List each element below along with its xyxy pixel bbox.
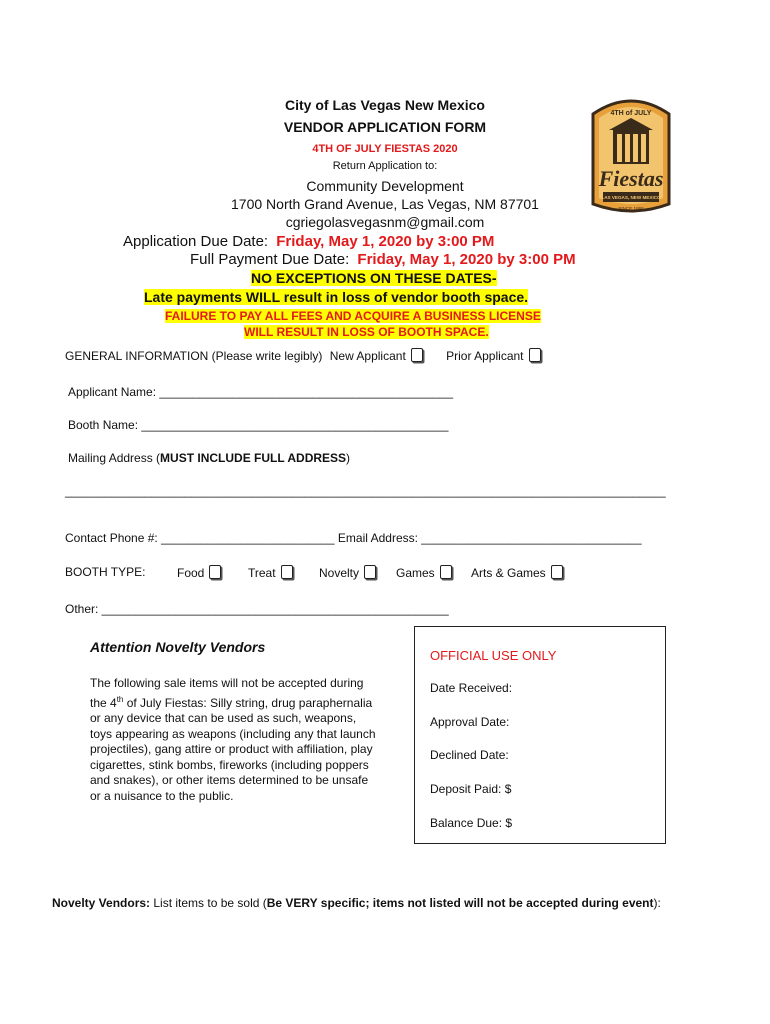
form-title: VENDOR APPLICATION FORM [283,119,487,135]
dept-address: 1700 North Grand Avenue, Las Vegas, NM 87701 [231,196,539,212]
deposit-paid-label: Deposit Paid: $ [430,782,512,796]
svg-text:Fiestas: Fiestas [598,166,664,191]
dept-name: Community Development [306,178,464,194]
food-checkbox[interactable] [209,565,221,579]
games-checkbox[interactable] [440,565,452,579]
applicant-name-field[interactable]: Applicant Name: ____________________________________________ [68,385,454,399]
fiestas-logo [585,92,677,220]
dept-email: cgriegolasvegasnm@gmail.com [285,214,485,230]
return-to-label: Return Application to: [332,160,438,172]
booth-option-novelty[interactable]: Novelty [319,565,376,580]
prior-applicant-label: Prior Applicant [446,349,524,363]
novelty-checkbox[interactable] [364,565,376,579]
no-exceptions-notice: NO EXCEPTIONS ON THESE DATES- [251,270,497,286]
new-applicant-checkbox[interactable] [411,348,423,362]
approval-date-label: Approval Date: [430,715,510,729]
booth-option-games[interactable]: Games [396,565,452,580]
application-due-value: Friday, May 1, 2020 by 3:00 PM [276,233,495,250]
booth-option-arts-games[interactable]: Arts & Games [471,565,563,580]
declined-date-label: Declined Date: [430,748,509,762]
failure-notice-line2: WILL RESULT IN LOSS OF BOOTH SPACE. [244,325,489,339]
failure-notice-line1: FAILURE TO PAY ALL FEES AND ACQUIRE A BUSINESS LICENSE [165,309,541,323]
svg-text:LAS VEGAS, NEW MEXICO: LAS VEGAS, NEW MEXICO [601,195,661,200]
booth-type-label: BOOTH TYPE: [65,565,146,579]
payment-due-value: Friday, May 1, 2020 by 3:00 PM [357,251,576,268]
payment-due-row [190,251,576,268]
booth-option-food[interactable]: Food [177,565,221,580]
application-due-row [123,233,494,250]
other-field[interactable]: Other: ____________________________________________________ [65,602,449,616]
booth-option-treat[interactable]: Treat [248,565,293,580]
payment-due-label: Full Payment Due Date: [190,251,350,268]
novelty-title: Attention Novelty Vendors [90,639,266,655]
treat-checkbox[interactable] [281,565,293,579]
official-use-title: OFFICIAL USE ONLY [430,648,557,663]
prior-applicant-checkbox[interactable] [529,348,541,362]
late-payments-notice: Late payments WILL result in loss of vendor booth space. [144,289,529,305]
general-info-label: GENERAL INFORMATION (Please write legibly) [65,349,323,363]
application-due-label: Application Due Date: [123,233,269,250]
event-title: 4TH OF JULY FIESTAS 2020 [312,143,458,155]
novelty-restrictions-text: The following sale items will not be accepted during the 4th of July Fiestas: Silly string, drug paraphernalia or any device that can be used as such, weapons, toys appearing as weapons (including any that launch projectiles), gang attire or product with affiliation, play cigarettes, stink bombs, fireworks (including poppers and snakes), or other items determined to be unsafe or a nuisance to the public. [90,676,376,803]
contact-phone-email-field[interactable]: Contact Phone #: __________________________ Email Address: _________________________________ [65,531,642,545]
novelty-items-instruction: Novelty Vendors: List items to be sold (Be VERY specific; items not listed will not be accepted during event): [52,896,661,910]
balance-due-label: Balance Due: $ [430,816,513,830]
fiestas-logo-icon [585,92,677,220]
official-use-box [414,626,666,844]
arts-games-checkbox[interactable] [551,565,563,579]
new-applicant-label: New Applicant [329,349,406,363]
booth-name-field[interactable]: Booth Name: ______________________________________________ [68,418,449,432]
city-title: City of Las Vegas New Mexico [285,97,485,113]
mailing-address-label: Mailing Address (MUST INCLUDE FULL ADDRESS) [68,451,351,465]
mailing-address-field[interactable]: __________________________________________________________________________________________ [65,484,666,498]
date-received-label: Date Received: [430,681,513,695]
svg-text:SINCE 1886: SINCE 1886 [618,206,644,211]
svg-text:4TH of JULY: 4TH of JULY [610,110,652,117]
general-info-row [65,348,541,363]
